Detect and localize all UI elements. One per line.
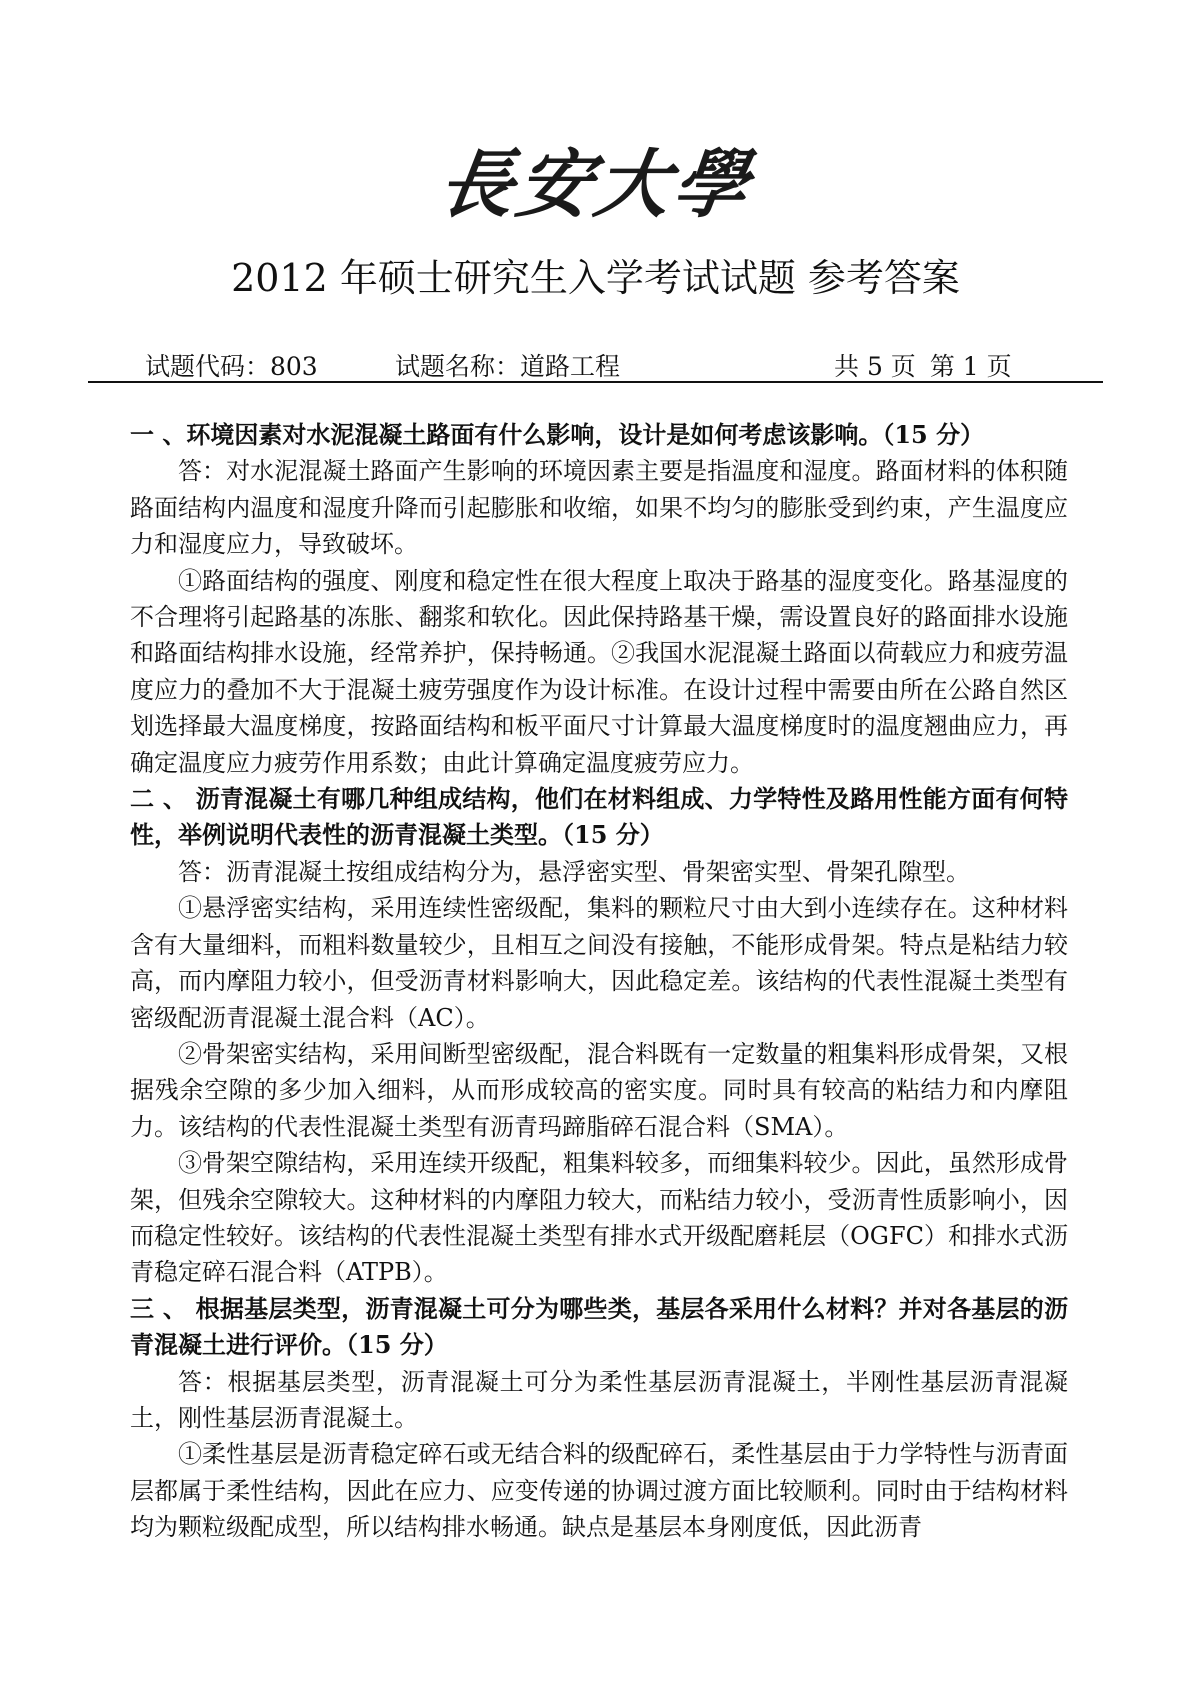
answer-paragraph: ③骨架空隙结构，采用连续开级配，粗集料较多，而细集料较少。因此，虽然形成骨架，但残余空隙较大。这种材料的内摩阻力较大，而粘结力较小，受沥青性质影响小，因而稳定性较好。该结构的代表性混凝土类型有排水式开级配磨耗层（OGFC）和排水式沥青稳定碎石混合料（ATPB）。 <box>130 1149 1068 1287</box>
answer-paragraph: ①悬浮密实结构，采用连续性密级配，集料的颗粒尺寸由大到小连续存在。这种材料含有大量细料，而粗料数量较少，且相互之间没有接触，不能形成骨架。特点是粘结力较高，而内摩阻力较小，但受沥青材料影响大，因此稳定差。该结构的代表性混凝土类型有密级配沥青混凝土混合料（AC）。 <box>130 894 1068 1032</box>
answer-paragraph: ①路面结构的强度、刚度和稳定性在很大程度上取决于路基的湿度变化。路基湿度的不合理将引起路基的冻胀、翻浆和软化。因此保持路基干燥，需设置良好的路面排水设施和路面结构排水设施，经常养护，保持畅通。②我国水泥混凝土路面以荷载应力和疲劳温度应力的叠加不大于混凝土疲劳强度作为设计标准。在设计过程中需要由所在公路自然区划选择最大温度梯度，按路面结构和板平面尺寸计算最大温度梯度时的温度翘曲应力，再确定温度应力疲劳作用系数；由此计算确定温度疲劳应力。 <box>130 566 1068 777</box>
answer-paragraph: 答：对水泥混凝土路面产生影响的环境因素主要是指温度和湿度。路面材料的体积随路面结构内温度和湿度升降而引起膨胀和收缩，如果不均匀的膨胀受到约束，产生温度应力和湿度应力，导致破坏。 <box>130 457 1068 559</box>
total-pages: 共 5 页 <box>834 352 916 381</box>
university-logo: 長安大學 <box>433 142 758 228</box>
question-section-2 <box>130 781 1068 1291</box>
current-page: 第 1 页 <box>929 352 1012 381</box>
question-section-3 <box>130 1291 1068 1546</box>
question-heading: 二 、 沥青混凝土有哪几种组成结构，他们在材料组成、力学特性及路用性能方面有何特性，举例说明代表性的沥青混凝土类型。（15 分） <box>130 784 1068 850</box>
question-heading: 三 、 根据基层类型，沥青混凝土可分为哪些类，基层各采用什么材料？并对各基层的沥青混凝土进行评价。（15 分） <box>130 1293 1068 1360</box>
page-info <box>834 349 1026 385</box>
question-section-1 <box>130 417 1068 781</box>
answer-paragraph: 答：沥青混凝土按组成结构分为，悬浮密实型、骨架密实型、骨架孔隙型。 <box>178 857 970 886</box>
answer-paragraph: ①柔性基层是沥青稳定碎石或无结合料的级配碎石，柔性基层由于力学特性与沥青面层都属于柔性结构，因此在应力、应变传递的协调过渡方面比较顺利。同时由于结构材料均为颗粒级配成型，所以结构排水畅通。缺点是基层本身刚度低，因此沥青 <box>130 1440 1068 1542</box>
question-heading: 一 、环境因素对水泥混凝土路面有什么影响，设计是如何考虑该影响。（15 分） <box>130 420 985 449</box>
answer-paragraph: ②骨架密实结构，采用间断型密级配，混合料既有一定数量的粗集料形成骨架，又根据残余空隙的多少加入细料，从而形成较高的密实度。同时具有较高的粘结力和内摩阻力。该结构的代表性混凝土类型有沥青玛蹄脂碎石混合料（SMA）。 <box>130 1039 1068 1141</box>
document-body <box>130 417 1068 1546</box>
exam-name: 试题名称：道路工程 <box>395 352 621 381</box>
answer-paragraph: 答：根据基层类型，沥青混凝土可分为柔性基层沥青混凝土，半刚性基层沥青混凝土，刚性基层沥青混凝土。 <box>130 1367 1068 1432</box>
document-title: 2012 年硕士研究生入学考试试题 参考答案 <box>231 256 960 300</box>
header-divider <box>88 381 1103 383</box>
exam-code: 试题代码：803 <box>145 352 318 381</box>
